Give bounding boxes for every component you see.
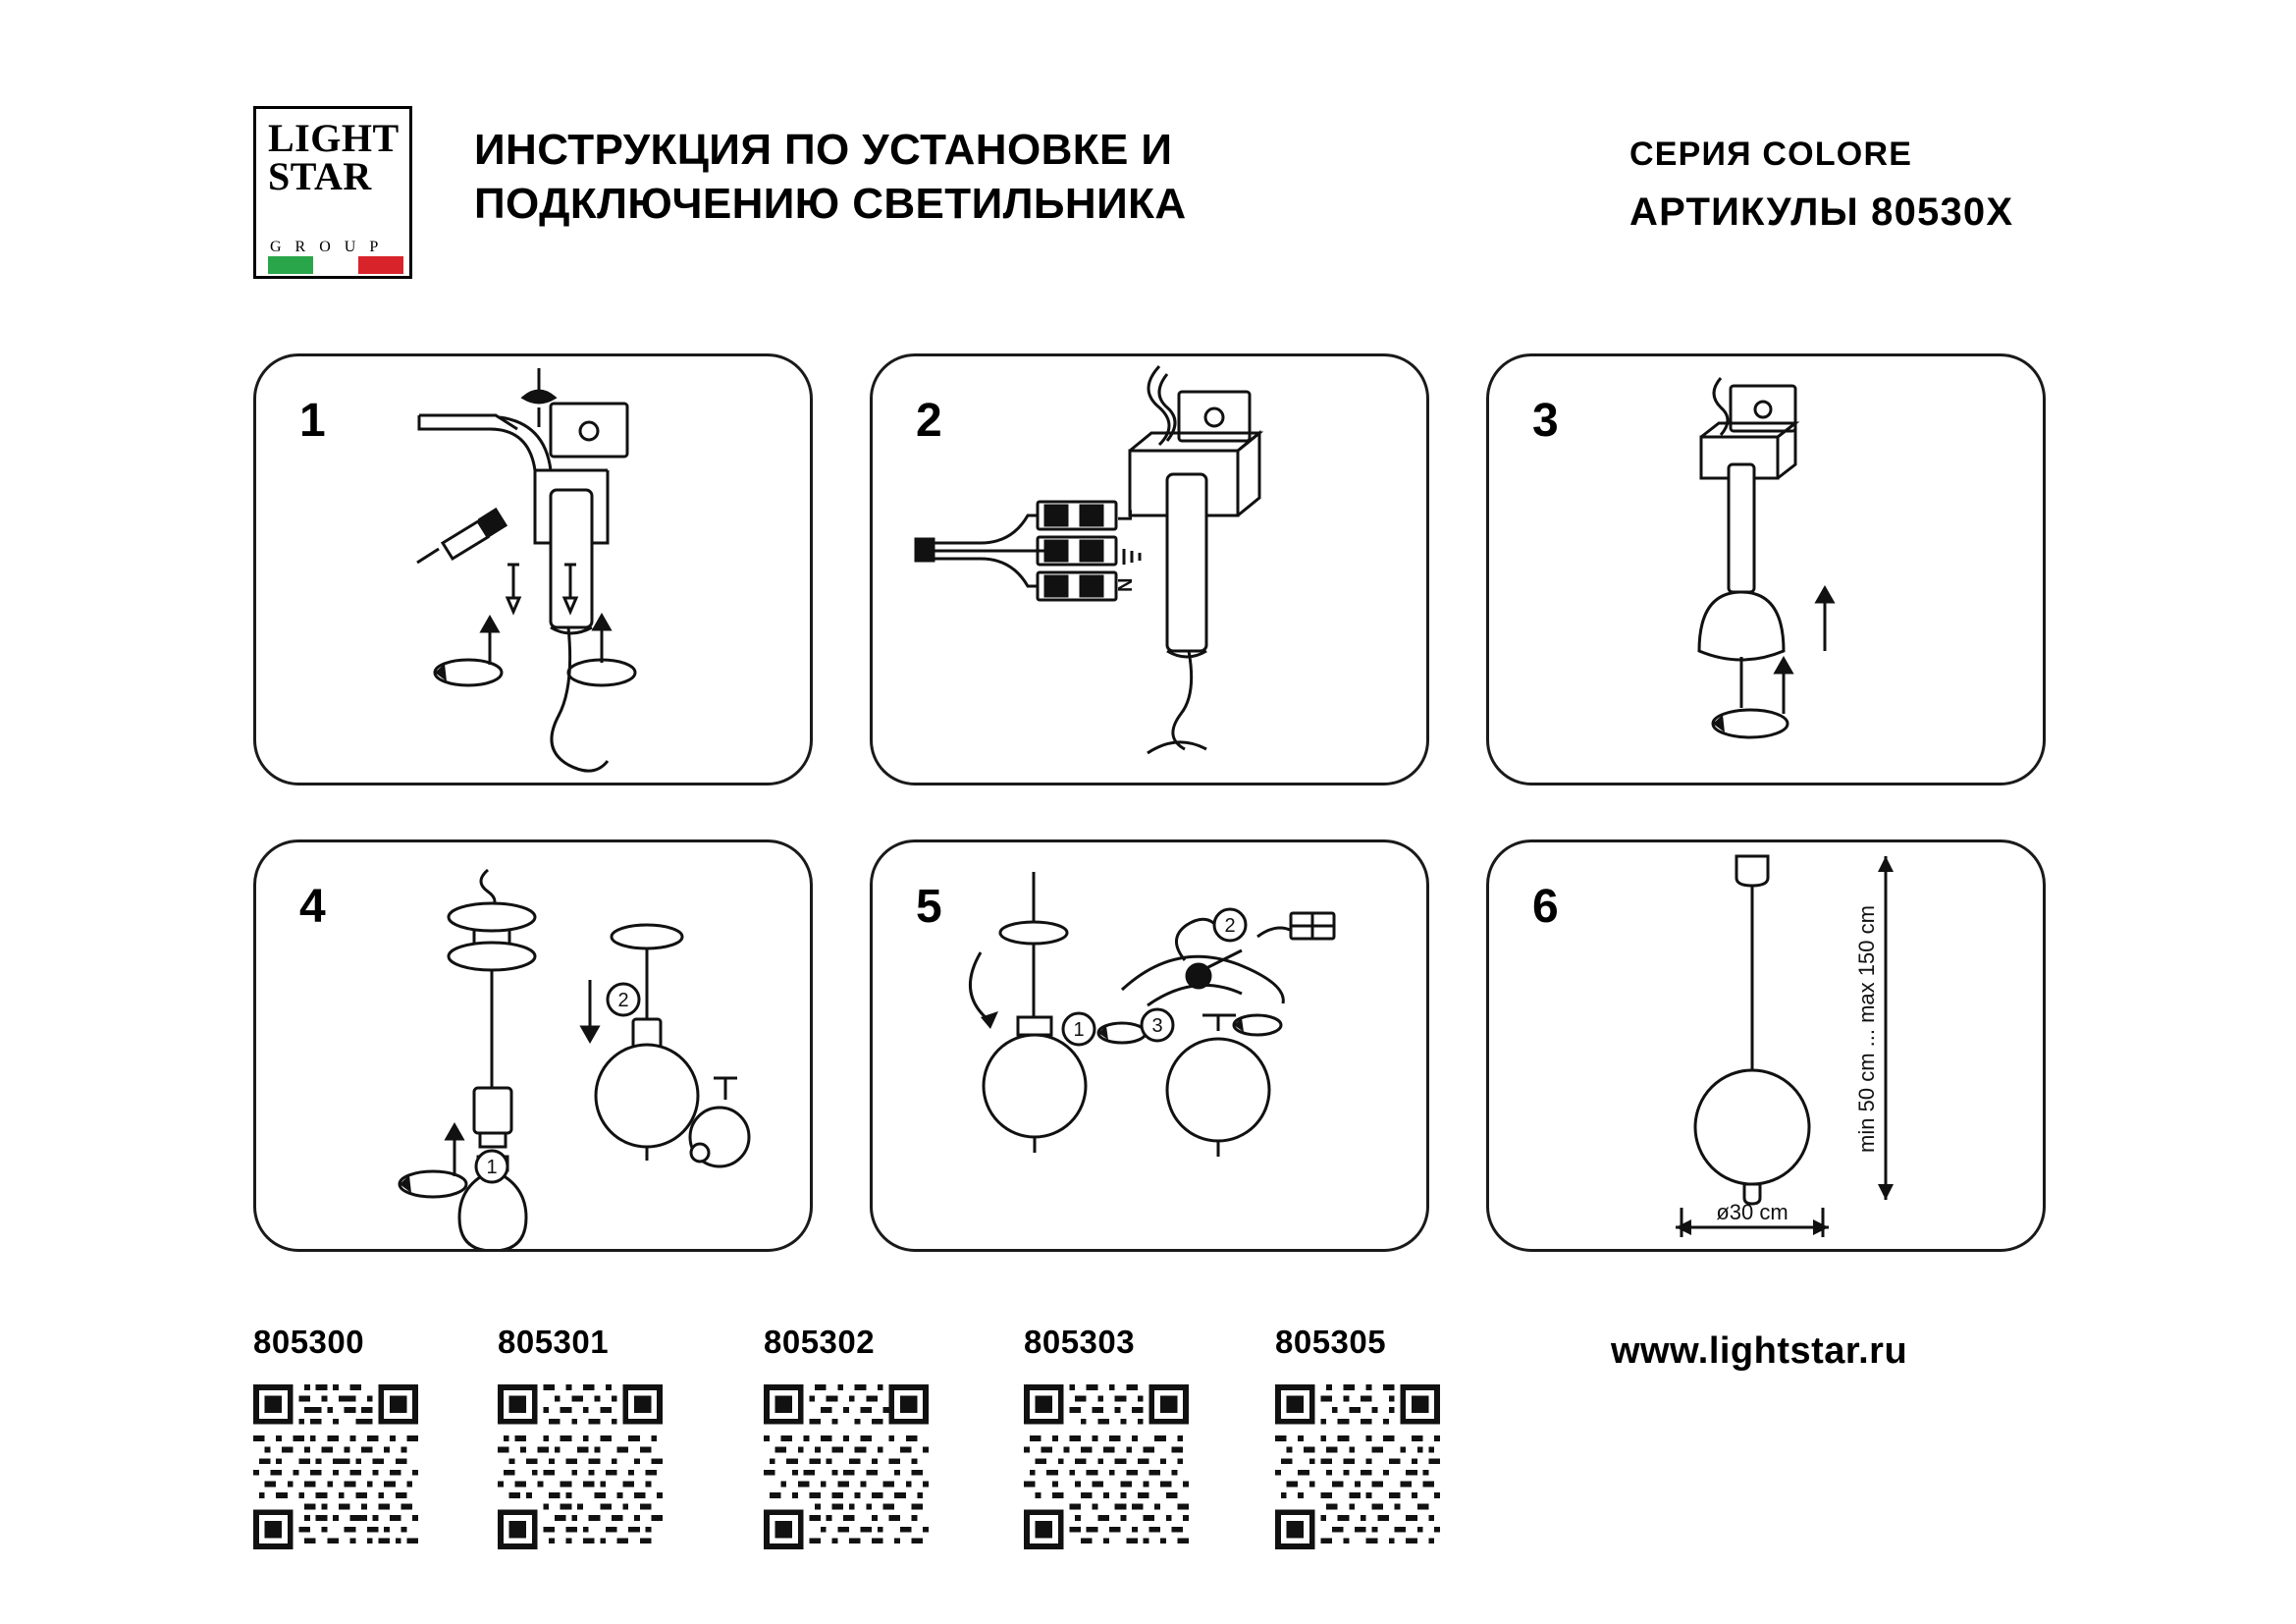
step-number-4: 4 bbox=[299, 881, 326, 933]
terminal-label-l: L bbox=[1115, 509, 1137, 521]
step-number-6: 6 bbox=[1532, 881, 1559, 933]
step-panel-4 bbox=[253, 839, 813, 1252]
step-number-2: 2 bbox=[916, 395, 942, 447]
product-code-805303 bbox=[1024, 1324, 1201, 1549]
articles-label: АРТИКУЛЫ 80530X bbox=[1629, 190, 2014, 234]
qr-code-805302[interactable] bbox=[764, 1384, 929, 1549]
qr-code-805300[interactable] bbox=[253, 1384, 418, 1549]
marker-1-label: 1 bbox=[1073, 1019, 1085, 1041]
product-code-805305 bbox=[1275, 1324, 1452, 1549]
code-label: 805301 bbox=[498, 1324, 610, 1360]
product-code-805301 bbox=[498, 1324, 674, 1549]
series-label: СЕРИЯ COLORE bbox=[1629, 135, 1913, 173]
diameter-dimension-label: ø30 cm bbox=[1716, 1200, 1789, 1224]
step-number-5: 5 bbox=[916, 881, 942, 933]
step-panel-2 bbox=[870, 353, 1429, 785]
step-panel-5 bbox=[870, 839, 1429, 1252]
page-header bbox=[0, 0, 2296, 295]
qr-code-805305[interactable] bbox=[1275, 1384, 1440, 1549]
marker-3-label: 3 bbox=[1151, 1015, 1163, 1037]
logo-line-2: STAR bbox=[268, 154, 372, 198]
page-title: ИНСТРУКЦИЯ ПО УСТАНОВКЕ И ПОДКЛЮЧЕНИЮ СВЕТИЛЬНИКА bbox=[474, 126, 1187, 228]
qr-code-805301[interactable] bbox=[498, 1384, 663, 1549]
code-label: 805303 bbox=[1024, 1324, 1136, 1360]
code-label: 805300 bbox=[253, 1324, 365, 1360]
step-5-illustration bbox=[873, 842, 1426, 1249]
website-link[interactable]: www.lightstar.ru bbox=[1611, 1330, 1908, 1372]
marker-1-label: 1 bbox=[486, 1157, 498, 1178]
brand-logo bbox=[253, 106, 412, 279]
step-4-illustration bbox=[256, 842, 810, 1249]
italy-flag-icon bbox=[268, 256, 403, 274]
step-6-illustration bbox=[1489, 842, 2043, 1249]
step-1-illustration bbox=[256, 356, 810, 783]
logo-group-text: G R O U P bbox=[270, 239, 384, 255]
step-panel-1 bbox=[253, 353, 813, 785]
product-code-805300 bbox=[253, 1324, 430, 1549]
step-number-3: 3 bbox=[1532, 395, 1559, 447]
step-3-illustration bbox=[1489, 356, 2043, 783]
step-number-1: 1 bbox=[299, 395, 326, 447]
step-panel-6 bbox=[1486, 839, 2046, 1252]
code-label: 805305 bbox=[1275, 1324, 1387, 1360]
marker-2-label: 2 bbox=[617, 990, 629, 1011]
terminal-label-n: N bbox=[1115, 577, 1137, 592]
qr-code-805303[interactable] bbox=[1024, 1384, 1189, 1549]
height-dimension-label: min 50 cm ... max 150 cm bbox=[1854, 905, 1879, 1153]
step-panel-3 bbox=[1486, 353, 2046, 785]
step-2-illustration bbox=[873, 356, 1426, 783]
logo-line-1: LIGHT bbox=[268, 116, 400, 160]
logo-wordmark bbox=[268, 116, 400, 198]
product-code-805302 bbox=[764, 1324, 940, 1549]
marker-2-label: 2 bbox=[1224, 915, 1236, 937]
code-label: 805302 bbox=[764, 1324, 876, 1360]
